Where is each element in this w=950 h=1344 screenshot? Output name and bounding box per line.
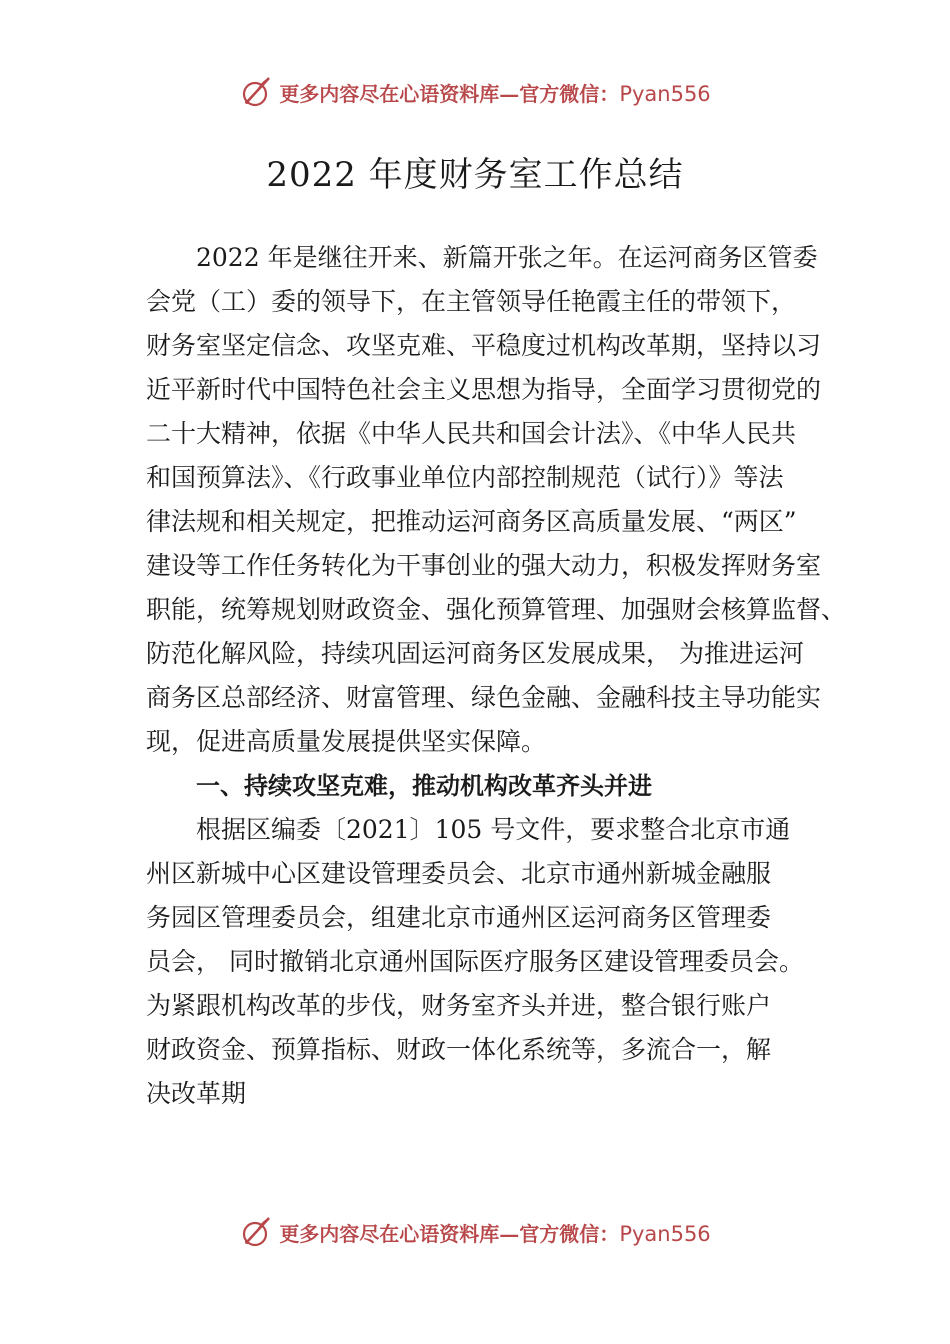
paragraph-line: 务园区管理委员会，组建北京市通州区运河商务区管理委 [146,903,772,932]
paragraph-line: 员会， 同时撤销北京通州国际医疗服务区建设管理委员会。 [146,947,804,976]
quill-pen-logo-icon [239,1214,275,1250]
watermark-text [279,78,710,107]
paragraph-line: 州区新城中心区建设管理委员会、北京市通州新城金融服 [146,859,772,888]
section-heading: 一、持续攻坚克难，推动机构改革齐头并进 [196,772,652,800]
paragraph-line: 防范化解风险，持续巩固运河商务区发展成果， 为推进运河 [146,639,804,668]
paragraph-line: 现，促进高质量发展提供坚实保障。 [146,727,547,756]
paragraph-line: 会党（工）委的领导下，在主管领导任艳霞主任的带领下， [146,287,797,316]
paragraph-line: 律法规和相关规定，把推动运河商务区高质量发展、“两区” [146,507,797,536]
watermark-text-cn: 更多内容尽在心语资料库—官方微信： [279,81,620,106]
watermark-text [279,1218,710,1247]
paragraph-line: 财务室坚定信念、攻坚克难、平稳度过机构改革期，坚持以习 [146,331,822,360]
paragraph-line: 为紧跟机构改革的步伐，财务室齐头并进，整合银行账户 [146,991,772,1020]
paragraph-line: 近平新时代中国特色社会主义思想为指导，全面学习贯彻党的 [146,375,822,404]
paragraph-line: 2022 年是继往开来、新篇开张之年。在运河商务区管委 [196,243,818,272]
paragraph-line: 二十大精神，依据《中华人民共和国会计法》、《中华人民共 [146,419,797,448]
watermark-text-cn: 更多内容尽在心语资料库—官方微信： [279,1221,620,1246]
paragraph-line: 决改革期 [146,1079,247,1108]
watermark-wechat-id: Pyan556 [619,1221,711,1246]
header-watermark [0,72,950,112]
footer-watermark [0,1212,950,1252]
paragraph-line: 财政资金、预算指标、财政一体化系统等，多流合一，解 [146,1035,772,1064]
quill-pen-logo-icon [239,74,275,110]
paragraph-line: 和国预算法》、《行政事业单位内部控制规范（试行）》等法 [146,463,784,492]
paragraph-line: 根据区编委〔2021〕105 号文件，要求整合北京市通 [196,815,791,844]
document-title: 2022 年度财务室工作总结 [266,155,684,195]
paragraph-line: 商务区总部经济、财富管理、绿色金融、金融科技主导功能实 [146,683,822,712]
paragraph-line: 建设等工作任务转化为干事创业的强大动力，积极发挥财务室 [146,551,822,580]
watermark-wechat-id: Pyan556 [619,81,711,106]
paragraph-line: 职能，统筹规划财政资金、强化预算管理、加强财会核算监督、 [146,595,847,624]
document-body [146,236,846,1116]
